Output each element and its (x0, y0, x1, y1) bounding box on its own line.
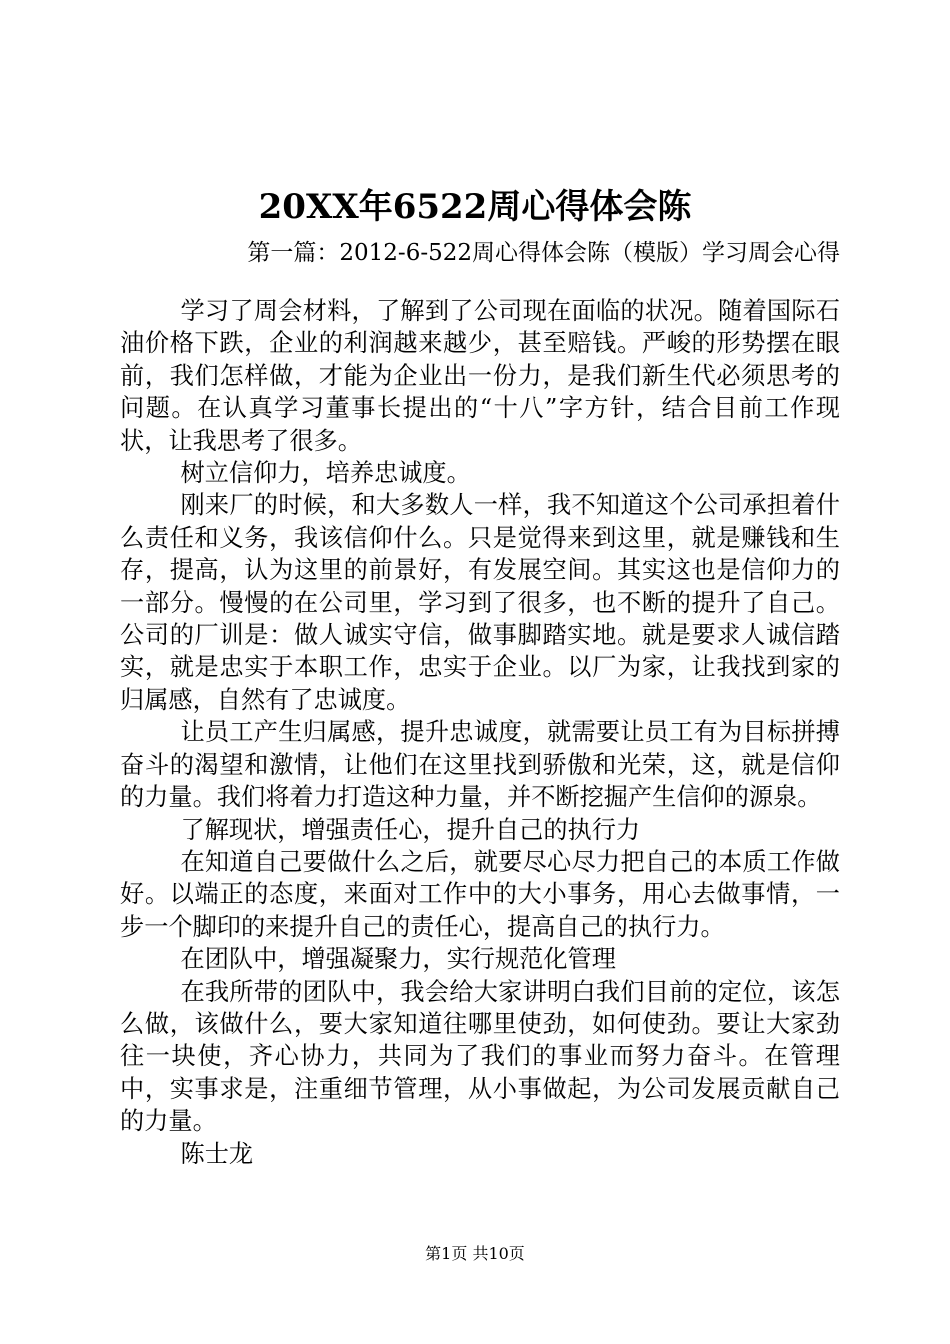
body-paragraph: 在知道自己要做什么之后，就要尽心尽力把自己的本质工作做好。以端正的态度，来面对工作中的大小事务，用心去做事情，一步一个脚印的来提升自己的责任心，提高自己的执行力。 (120, 847, 840, 941)
section-heading: 树立信仰力，培养忠诚度。 (180, 459, 471, 488)
body-paragraph: 让员工产生归属感，提升忠诚度，就需要让员工有为目标拼搏奋斗的渴望和激情，让他们在这里找到骄傲和光荣，这，就是信仰的力量。我们将着力打造这种力量，并不断挖掘产生信仰的源泉。 (120, 718, 840, 812)
document-body (120, 295, 840, 1170)
body-paragraph: 刚来厂的时候，和大多数人一样，我不知道这个公司承担着什么责任和义务，我该信仰什么。只是觉得来到这里，就是赚钱和生存，提高，认为这里的前景好，有发展空间。其实这也是信仰力的一部分。慢慢的在公司里，学习到了很多，也不断的提升了自己。公司的厂训是：做人诚实守信，做事脚踏实地。就是要求人诚信踏实，就是忠实于本职工作，忠实于企业。以厂为家，让我找到家的归属感，自然有了忠诚度。 (120, 491, 840, 714)
page-number-footer: 第1页 共10页 (425, 1244, 525, 1263)
section-heading: 了解现状，增强责任心，提升自己的执行力 (180, 815, 641, 844)
body-paragraph: 在我所带的团队中，我会给大家讲明白我们目前的定位，该怎么做，该做什么，要大家知道往哪里使劲，如何使劲。要让大家劲往一块使，齐心协力，共同为了我们的事业而努力奋斗。在管理中，实事求是，注重细节管理，从小事做起，为公司发展贡献自己的力量。 (120, 977, 840, 1136)
document-subtitle: 第一篇：2012-6-522周心得体会陈（模版）学习周会心得 (247, 240, 840, 266)
document-title: 20XX年6522周心得体会陈 (258, 187, 692, 227)
section-heading: 在团队中，增强凝聚力，实行规范化管理 (180, 945, 616, 974)
author-signature: 陈士龙 (180, 1139, 254, 1168)
body-paragraph: 学习了周会材料，了解到了公司现在面临的状况。随着国际石油价格下跌，企业的利润越来越少，甚至赔钱。严峻的形势摆在眼前，我们怎样做，才能为企业出一份力，是我们新生代必须思考的问题。在认真学习董事长提出的“十八”字方针，结合目前工作现状，让我思考了很多。 (120, 297, 840, 455)
